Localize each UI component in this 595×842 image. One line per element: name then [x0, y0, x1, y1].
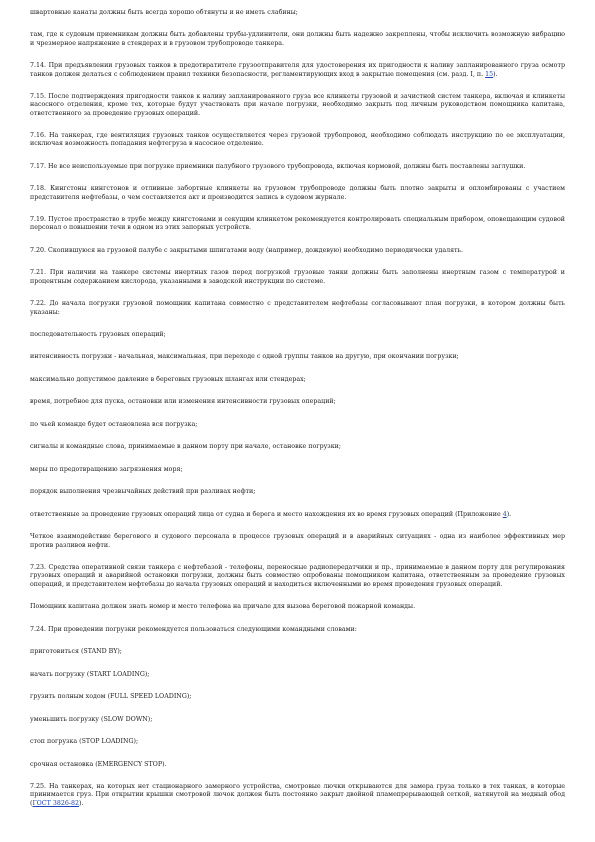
paragraph: Помощник капитана должен знать номер и место телефона на причале для вызова береговой пожарной команды.	[30, 603, 416, 611]
list-item: ответственные за проведение грузовых операций лица от судна и берега и место нахождения их во время грузовых операций (Приложение 4).	[30, 510, 512, 518]
paragraph: 7.15. После подтверждения пригодности танков к наливу запланированного груза все клинкеты грузовой и зачистной систем танкера, включая и клинкеты насосного отделения, кроме тех, которые будут участвовать при начале погрузки, необходимо закрыть под личным руководством помощника капитана, ответственного за проведение грузовых операций.	[30, 93, 565, 117]
paragraph: швартовные канаты должны быть всегда хорошо обтянуты и не иметь слабины;	[30, 9, 298, 16]
command-item: грузить полным ходом (FULL SPEED LOADING);	[30, 693, 192, 701]
command-item: стоп погрузка (STOP LOADING);	[30, 738, 139, 746]
paragraph: 7.14. При предъявлении грузовых танков в предотвратителе грузоотправителя для удостоверения их пригодности к наливу запланированного груза осмотр танков должен делаться с соблюдением правил техники безопасности, регламентирующих вход в закрытые помещения (см. разд. I, п. 15).	[30, 62, 565, 78]
paragraph: Четкое взаимодействие берегового и судового персонала в процессе грузовых операций и в аварийных ситуациях - одна из наиболее эффективных мер против разливов нефти.	[30, 533, 565, 549]
list-item: порядок выполнения чрезвычайных действий при разливах нефти;	[30, 488, 256, 496]
command-item: уменьшить погрузку (SLOW DOWN);	[30, 715, 153, 723]
paragraph: 7.20. Скопившуюся на грузовой палубе с закрытыми шпигатами воду (например, дождевую) необходимо периодически удалять.	[30, 246, 463, 254]
paragraph: 7.16. На танкерах, где вентиляция грузовых танков осуществляется через грузовой трубопровод, необходимо соблюдать инструкцию по ее эксплуатации, исключая возможность попадания нефтегруза в насосное отделение.	[30, 132, 565, 148]
list-item: максимально допустимое давление в береговых грузовых шлангах или стендерах;	[30, 375, 306, 383]
paragraph: 7.22. До начала погрузки грузовой помощник капитана совместно с представителем нефтебазы согласовывают план погрузки, в котором должны быть указаны:	[30, 300, 565, 316]
standard-reference-link[interactable]: ГОСТ 3826-82	[32, 799, 79, 807]
list-item: по чьей команде будет остановлена вся погрузка;	[30, 420, 198, 428]
paragraph: 7.19. Пустое пространство в трубе между кингстонами и секущим клинкетом рекомендуется контролировать специальным прибором, оповещающим судовой персонал о повышении течи в одном из этих запорных устройств.	[30, 216, 565, 232]
list-item: сигналы и командные слова, принимаемые в данном порту при начале, остановке погрузки;	[30, 443, 341, 451]
appendix-reference-link[interactable]: 4	[502, 510, 507, 518]
section-reference-link[interactable]: 15	[485, 70, 494, 78]
command-item: срочная остановка (EMERGENCY STOP).	[30, 760, 167, 768]
list-item: интенсивность погрузки - начальная, максимальная, при переходе с одной группы танков на другую, при окончании погрузки;	[30, 353, 459, 361]
paragraph: 7.25. На танкерах, на которых нет стационарного замерного устройства, смотровые лючки открываются для замера груза только в тех танках, в которые принимается груз. При открытии крышки смотровой лючок должен быть постоянно закрыт двойной пламепрерывающей сеткой, натянутой на медный обод (ГОСТ 3826-82).	[30, 783, 565, 807]
paragraph: 7.18. Кингстоны кингстонов и отливные забортные клинкеты на грузовом трубопроводе должны быть плотно закрыты и опломбированы с участием представителя нефтебазы, о чем составляется акт и производится запись в судовом журнале.	[30, 185, 565, 201]
paragraph: 7.24. При проведении погрузки рекомендуется пользоваться следующими командными словами:	[30, 625, 357, 633]
list-item: время, потребное для пуска, остановки или изменения интенсивности грузовых операций;	[30, 398, 336, 406]
paragraph: 7.21. При наличии на танкере системы инертных газов перед погрузкой грузовые танки должны быть заполнены инертным газом с температурой и процентным содержанием кислорода, указанными в заводской инструкции по системе.	[30, 269, 565, 285]
list-item: меры по предотвращению загрязнения моря;	[30, 465, 183, 473]
list-item: последовательность грузовых операций;	[30, 331, 166, 338]
paragraph: там, где к судовым приемникам должны быть добавлены трубы-удлинители, они должны быть надежно закреплены, чтобы исключить возможную вибрацию и чрезмерное напряжение в стендерах и в грузовом трубопроводе танкера.	[30, 31, 565, 47]
paragraph: 7.23. Средства оперативной связи танкера с нефтебазой - телефоны, переносные радиопередатчики и пр., принимаемые в данном порту для регулирования грузовых операций и аварийной остановки погрузки, должны быть совместно опробованы помощником капитана, ответственным за проведение грузовых операций, и представителем нефтебазы до начала грузовых операций и находиться включенными во время проведения грузовых операций.	[30, 564, 565, 588]
command-item: приготовиться (STAND BY);	[30, 648, 122, 656]
command-item: начать погрузку (START LOADING);	[30, 670, 150, 678]
paragraph: 7.17. Не все неиспользуемые при погрузке приемники палубного грузового трубопровода, включая кормовой, должны быть поставлены заглушки.	[30, 162, 526, 170]
